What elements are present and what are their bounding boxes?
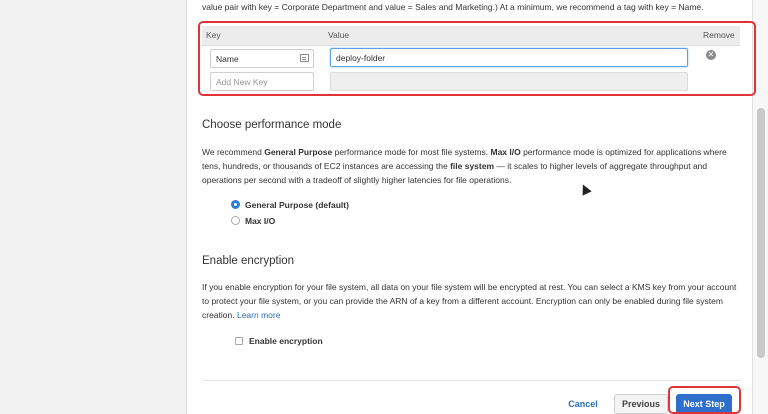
tags-intro-text: value pair with key = Corporate Department and value = Sales and Marketing.) At a minimum, we recommend a tag with key = Name. [202, 2, 704, 12]
encryption-section-title: Enable encryption [202, 255, 295, 267]
tags-highlight-box [198, 21, 756, 96]
checkbox-icon[interactable] [235, 337, 243, 345]
tag-key-value: Name [216, 54, 239, 64]
footer-divider [202, 380, 742, 381]
cancel-button[interactable]: Cancel [568, 399, 598, 409]
encryption-description: If you enable encryption for your file system, all data on your file system will be encrypted at rest. You can select a KMS key from your account to protect your file system, or you can provide the ARN of a key from a different account. Encryption can only be enabled during file system creation. Learn more [202, 282, 737, 320]
performance-section-title: Choose performance mode [202, 119, 342, 131]
key-column-header: Key [206, 30, 221, 40]
previous-button[interactable]: Previous [614, 394, 668, 414]
learn-more-link[interactable]: Learn more [236, 310, 281, 320]
tag-value-text: deploy-folder [336, 53, 386, 63]
radio-selected-icon[interactable] [231, 200, 240, 209]
radio-unselected-icon[interactable] [231, 216, 240, 225]
next-step-button[interactable]: Next Step [676, 394, 732, 414]
scrollbar-thumb[interactable] [757, 108, 765, 358]
performance-description: We recommend General Purpose performance mode for most file systems. Max I/O performance mode is optimized for applications where tens, hundreds, or thousands of EC2 instances are accessing the file system — it scales to higher levels of aggregate throughput and operations per second with a tradeoff of slightly higher latencies for file operations. [202, 147, 727, 185]
next-step-highlight-box [668, 386, 741, 414]
remove-column-header: Remove [703, 30, 735, 40]
value-column-header: Value [328, 30, 350, 40]
remove-tag-icon[interactable]: ✕ [707, 50, 715, 59]
new-key-placeholder: Add New Key [216, 77, 268, 87]
